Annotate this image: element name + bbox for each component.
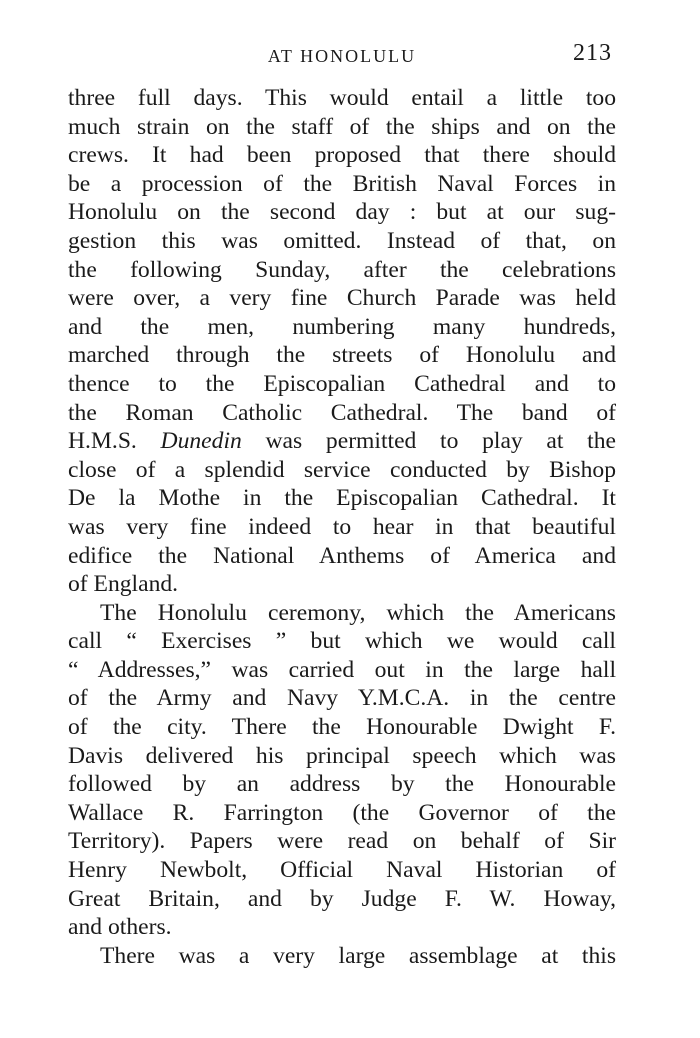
- text-line: De la Mothe in the Episcopalian Cathedral. It: [68, 485, 616, 512]
- text-segment: H.M.S.: [68, 428, 161, 455]
- text-line: crews. It had been proposed that there should: [68, 142, 616, 169]
- running-head: [68, 40, 616, 74]
- text-line: Territory). Papers were read on behalf of Sir: [68, 828, 616, 855]
- text-line: three full days. This would entail a little too: [68, 85, 616, 111]
- text-line: much strain on the staff of the ships and on the: [68, 113, 616, 140]
- text-line: thence to the Episcopalian Cathedral and to: [68, 370, 616, 397]
- text-line: “ Addresses,” was carried out in the large hall: [68, 656, 616, 683]
- text-line: and the men, numbering many hundreds,: [68, 313, 616, 340]
- text-line: edifice the National Anthems of America and: [68, 542, 616, 569]
- body-text: [68, 84, 616, 970]
- text-segment: was permitted to play at the: [241, 428, 616, 455]
- running-title: AT HONOLULU: [267, 46, 417, 66]
- text-line: and others.: [68, 914, 172, 941]
- text-line: was very fine indeed to hear in that beautiful: [68, 513, 616, 540]
- text-line: were over, a very fine Church Parade was held: [68, 285, 616, 312]
- text-line: of the city. There the Honourable Dwight F.: [68, 714, 616, 741]
- text-line: The Honolulu ceremony, which the Americans: [100, 599, 616, 626]
- text-line: gestion this was omitted. Instead of that, on: [68, 227, 616, 254]
- text-line: Honolulu on the second day : but at our sug-: [68, 199, 616, 226]
- ship-name-italic: Dunedin: [160, 428, 242, 455]
- text-line: be a procession of the British Naval Forces in: [68, 170, 616, 197]
- text-line: of England.: [68, 571, 179, 598]
- text-line: Great Britain, and by Judge F. W. Howay,: [68, 885, 616, 912]
- text-line: Wallace R. Farrington (the Governor of the: [68, 799, 616, 826]
- text-line: Henry Newbolt, Official Naval Historian of: [68, 857, 616, 884]
- text-line: followed by an address by the Honourable: [68, 771, 616, 798]
- text-line: [68, 427, 616, 456]
- text-line: of the Army and Navy Y.M.C.A. in the centre: [68, 685, 616, 712]
- text-line: There was a very large assemblage at this: [100, 942, 616, 969]
- text-line: the Roman Catholic Cathedral. The band of: [68, 399, 616, 426]
- text-line: close of a splendid service conducted by Bishop: [68, 456, 616, 483]
- text-line: Davis delivered his principal speech which was: [68, 742, 616, 769]
- page-number: 213: [573, 40, 612, 66]
- text-line: call “ Exercises ” but which we would call: [68, 628, 616, 655]
- text-line: marched through the streets of Honolulu and: [68, 342, 616, 369]
- text-line: the following Sunday, after the celebrations: [68, 256, 616, 283]
